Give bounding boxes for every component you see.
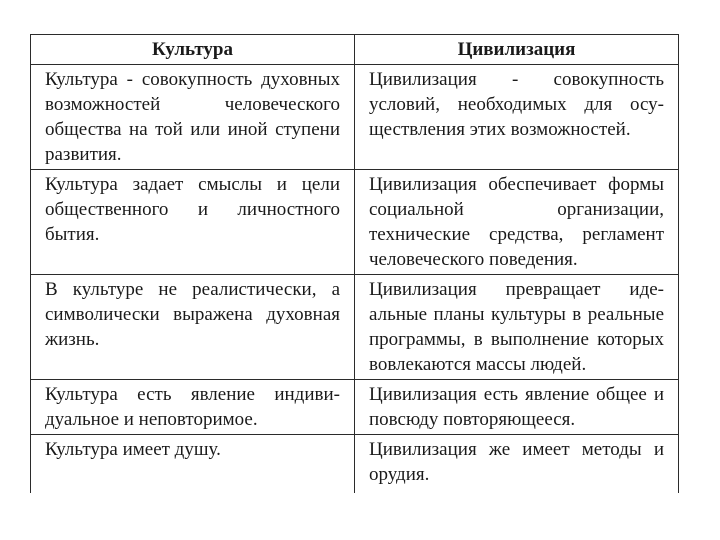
culture-cell: Культура имеет душу. bbox=[31, 435, 355, 494]
culture-civilization-table bbox=[30, 34, 679, 493]
civilization-cell: Цивилизация превращает идеальные планы культуры в реальные программы, в выполнение которых вовлекаются массы людей. bbox=[355, 275, 679, 380]
culture-cell: Культура задает смыслы и цели общественного и личностного бытия. bbox=[31, 170, 355, 275]
table-row bbox=[31, 275, 679, 380]
civilization-cell: Цивилизация есть явление общее и повсюду повторяющееся. bbox=[355, 380, 679, 435]
header-culture: Культура bbox=[31, 35, 355, 65]
civilization-cell: Цивилизация обеспечивает формы социальной организации, технические средства, регламент человеческого поведения. bbox=[355, 170, 679, 275]
civilization-cell: Цивилизация - совокупность условий, необходимых для осуществления этих возможностей. bbox=[355, 65, 679, 170]
table-header-row bbox=[31, 35, 679, 65]
culture-cell: Культура есть явление индивидуальное и неповторимое. bbox=[31, 380, 355, 435]
civilization-cell: Цивилизация же имеет методы и орудия. bbox=[355, 435, 679, 494]
comparison-table-container bbox=[30, 34, 678, 493]
table-row bbox=[31, 435, 679, 494]
culture-cell: В культуре не реалистически, а символически выражена духовная жизнь. bbox=[31, 275, 355, 380]
culture-cell: Культура - совокупность духовных возможностей человеческого общества на той или иной ступени развития. bbox=[31, 65, 355, 170]
table-row bbox=[31, 170, 679, 275]
table-row bbox=[31, 380, 679, 435]
table-row bbox=[31, 65, 679, 170]
header-civilization: Цивилизация bbox=[355, 35, 679, 65]
